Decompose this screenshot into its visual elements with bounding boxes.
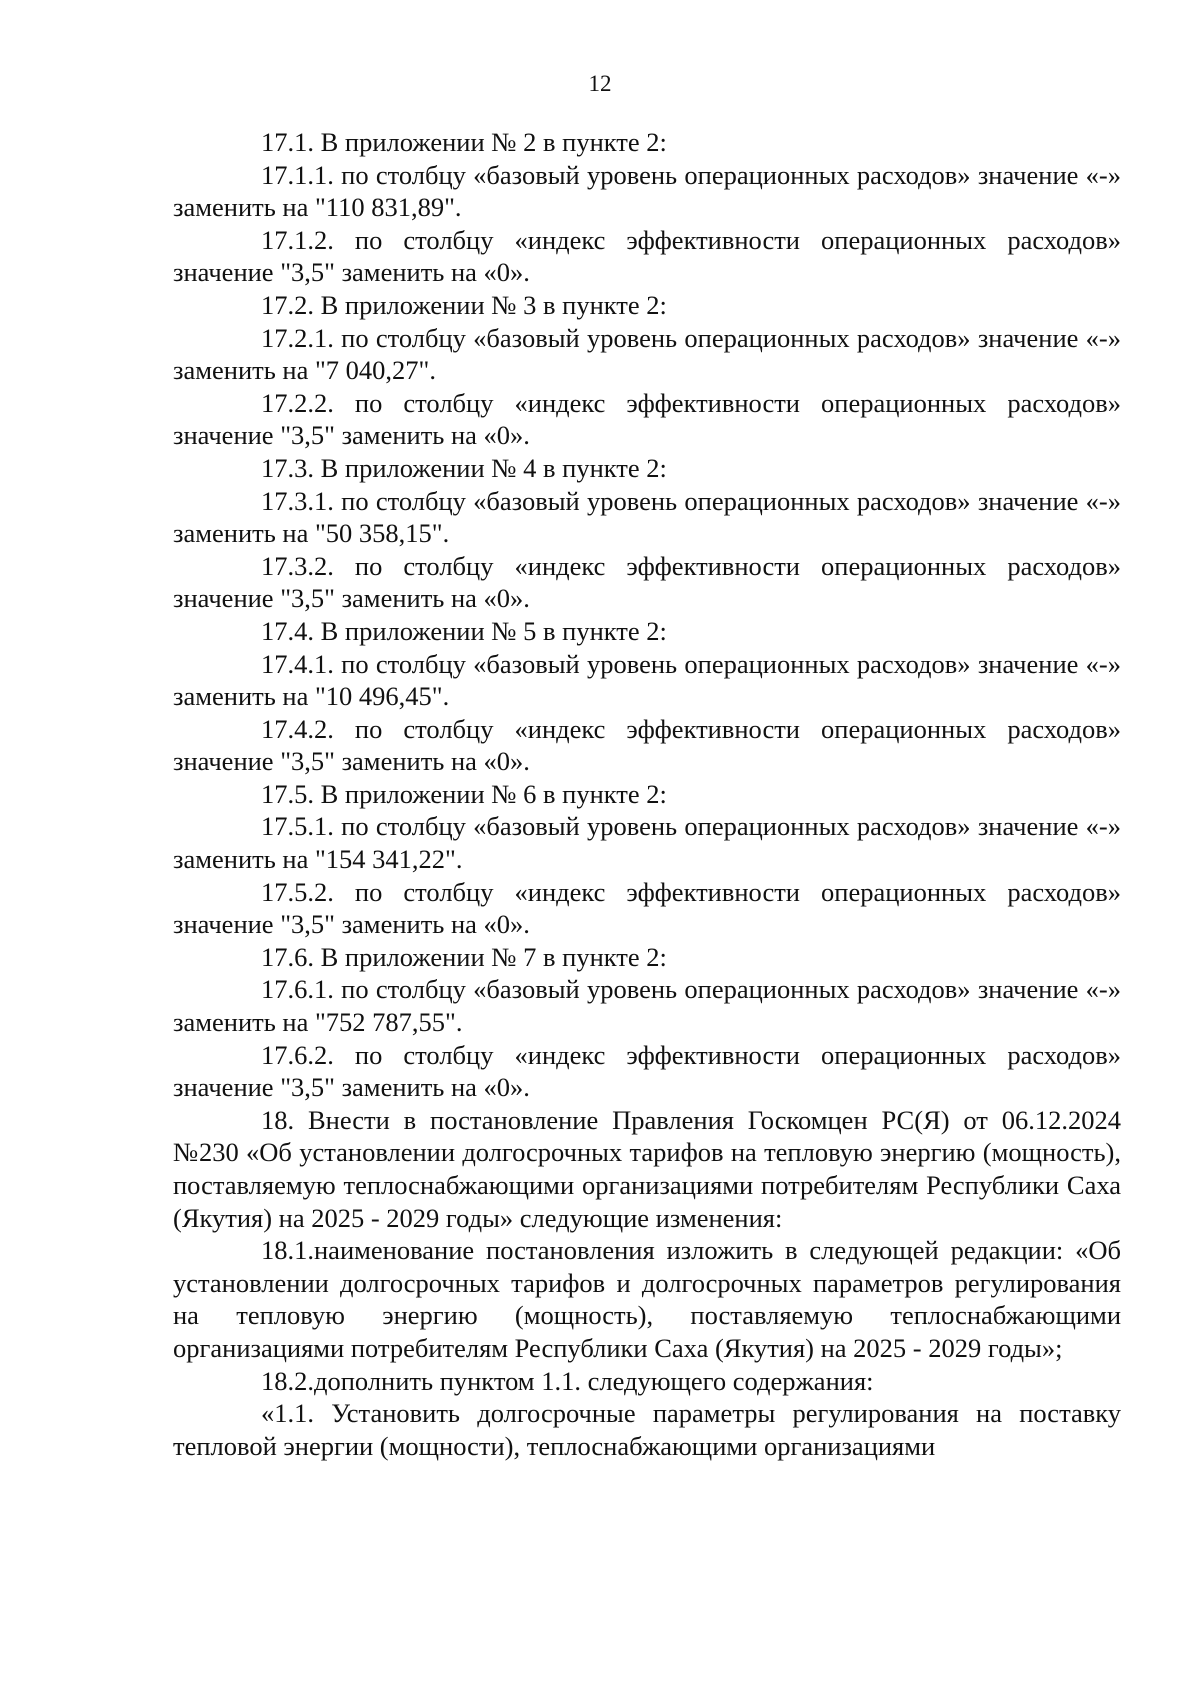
paragraph-1-1-quote: «1.1. Установить долгосрочные параметры регулирования на поставку тепловой энергии (мощности), теплоснабжающими организациями — [173, 1398, 1121, 1461]
paragraph-17-4: 17.4. В приложении № 5 в пункте 2: — [261, 615, 667, 646]
paragraph-17-1-2: 17.1.2. по столбцу «индекс эффективности операционных расходов» значение "3,5" заменить на «0». — [173, 224, 1121, 288]
paragraph-17-5-2: 17.5.2. по столбцу «индекс эффективности операционных расходов» значение "3,5" заменить на «0». — [173, 876, 1121, 940]
paragraph-18-1: 18.1.наименование постановления изложить в следующей редакции: «Об установлении долгосрочных тарифов и долгосрочных параметров регулирования на тепловую энергию (мощность), поставляемую теплоснабжающими организациями потребителям Республики Саха (Якутия) на 2025 - 2029 годы»; — [173, 1235, 1121, 1363]
paragraph-17-2-2: 17.2.2. по столбцу «индекс эффективности операционных расходов» значение "3,5" заменить на «0». — [173, 387, 1121, 451]
paragraph-17-6: 17.6. В приложении № 7 в пункте 2: — [261, 941, 667, 972]
paragraph-17-1-1: 17.1.1. по столбцу «базовый уровень операционных расходов» значение «-» заменить на "110 831,89". — [173, 159, 1121, 223]
paragraph-17-4-2: 17.4.2. по столбцу «индекс эффективности операционных расходов» значение "3,5" заменить на «0». — [173, 713, 1121, 777]
paragraph-17-3-2: 17.3.2. по столбцу «индекс эффективности операционных расходов» значение "3,5" заменить на «0». — [173, 550, 1121, 614]
paragraph-17-3: 17.3. В приложении № 4 в пункте 2: — [261, 452, 667, 483]
paragraph-17-6-1: 17.6.1. по столбцу «базовый уровень операционных расходов» значение «-» заменить на "752 787,55". — [173, 974, 1121, 1038]
paragraph-17-2: 17.2. В приложении № 3 в пункте 2: — [261, 289, 667, 320]
paragraph-17-5-1: 17.5.1. по столбцу «базовый уровень операционных расходов» значение «-» заменить на "154 341,22". — [173, 811, 1121, 875]
paragraph-18: 18. Внести в постановление Правления Госкомцен РС(Я) от 06.12.2024 №230 «Об установлении долгосрочных тарифов на тепловую энергию (мощность), поставляемую теплоснабжающими организациями потребителям Республики Саха (Якутия) на 2025 - 2029 годы» следующие изменения: — [173, 1104, 1121, 1233]
document-body — [173, 126, 1121, 1462]
page-number: 12 — [588, 71, 612, 96]
paragraph-17-5: 17.5. В приложении № 6 в пункте 2: — [261, 778, 667, 809]
paragraph-17-2-1: 17.2.1. по столбцу «базовый уровень операционных расходов» значение «-» заменить на "7 040,27". — [173, 322, 1121, 386]
paragraph-17-3-1: 17.3.1. по столбцу «базовый уровень операционных расходов» значение «-» заменить на "50 358,15". — [173, 485, 1121, 549]
paragraph-18-2: 18.2.дополнить пунктом 1.1. следующего содержания: — [261, 1365, 874, 1396]
paragraph-17-1: 17.1. В приложении № 2 в пункте 2: — [261, 127, 667, 157]
paragraph-17-4-1: 17.4.1. по столбцу «базовый уровень операционных расходов» значение «-» заменить на "10 496,45". — [173, 648, 1121, 712]
paragraph-17-6-2: 17.6.2. по столбцу «индекс эффективности операционных расходов» значение "3,5" заменить на «0». — [173, 1039, 1121, 1103]
